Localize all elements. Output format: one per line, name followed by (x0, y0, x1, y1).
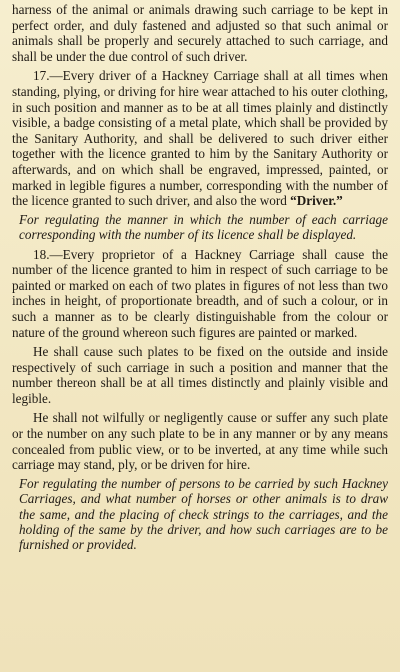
paragraph-plates-fixed: He shall cause such plates to be fixed on the outside and inside respectively of such carriage in such a position and manner that the number thereon shall be at all times distinctly and plainly visible and legible. (12, 344, 388, 406)
paragraph-harness-continuation: harness of the animal or animals drawing such carriage to be kept in perfect order, and duly fastened and adjusted so that such animal or animals shall be properly and securely attached to such carriage, and shall be under the due control of such driver. (12, 2, 388, 64)
section-17-text: 17.—Every driver of a Hackney Carriage shall at all times when standing, plying, or driving for hire wear attached to his outer clothing, in such position and manner as to be at all times plainly and distinctly visible, a badge consisting of a metal plate, which shall be provided by the Sanitary Authority, and shall be delivered to such driver either together with the licence granted to him by the Sanitary Authority or afterwards, and on which shall be engraved, impressed, painted, or marked in legible figures a number, corresponding with the number of the licence granted to such driver, and also the word (12, 68, 388, 209)
driver-word: “Driver.” (290, 193, 343, 209)
paragraph-section-17 (12, 68, 388, 208)
paragraph-section-18: 18.—Every proprietor of a Hackney Carriage shall cause the number of the licence granted to him in respect of such carriage to be painted or marked on each of two plates in figures of not less than two inches in height, of proportionate breadth, and of such a colour, or in such a manner as to be clearly distinguishable from the colour or nature of the ground whereon such figures are painted or marked. (12, 246, 388, 340)
regulation-note-persons: For regulating the number of persons to be carried by such Hackney Carriages, and what number of horses or other animals is to draw the same, and the placing of check strings to the carriages, and the holding of the same by the driver, and how such carriages are to be furnished or provided. (19, 475, 388, 553)
regulation-note-display: For regulating the manner in which the number of each carriage corresponding with the number of its licence shall be displayed. (19, 211, 388, 243)
paragraph-plates-concealed: He shall not wilfully or negligently cause or suffer any such plate or the number on any such plate to be in any manner or by any means concealed from public view, or to be inverted, at any time while such carriage may stand, ply, or be driven for hire. (12, 410, 388, 473)
